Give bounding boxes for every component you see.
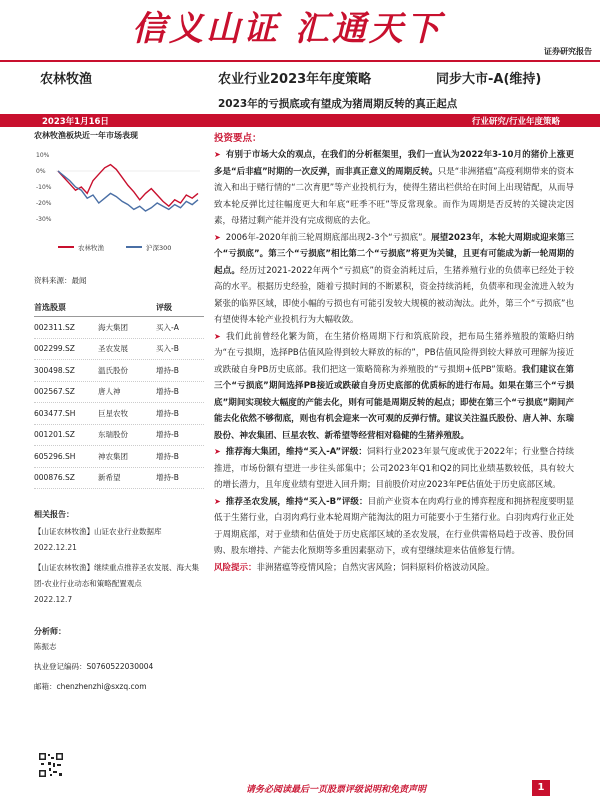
date-band [0, 114, 600, 127]
risk-warning [214, 560, 574, 577]
stock-rating: 增持-B [156, 408, 179, 418]
qr-code-icon [38, 752, 64, 778]
chart-source: 资料来源：最闻 [34, 276, 87, 285]
paragraph-text: 经历过2021-2022年两个“亏损底”的资金消耗过后，生猪养殖行业的负债率已经处于较高的水平。根据历史经验，随着亏损时间的不断累积，资金持续消耗，负债率和现金流进入较为紧张的临界区域，即使小幅的亏损也有可能引发较大规模的被动淘汰。此外，第三个“亏损底”也有望使得本轮产业投机行为大幅收敛。 [214, 265, 574, 325]
table-row [34, 446, 204, 468]
col-header [98, 302, 156, 313]
report-subtitle: 2023年的亏损底或有望成为猪周期反转的真正起点 [218, 98, 458, 110]
stock-rating: 增持-B [156, 430, 179, 440]
stock-name: 东瑞股份 [98, 430, 128, 440]
bullet-arrow-icon: ➤ [214, 447, 221, 456]
analyst-name: 陈振志 [34, 642, 57, 651]
stock-name: 新希望 [98, 473, 121, 483]
table-row [34, 360, 204, 382]
y-tick: 10% [36, 152, 50, 159]
sector-name: 农林牧渔 [40, 72, 93, 87]
analyst-title: 分析师： [34, 627, 66, 636]
paragraph-lead: 推荐海大集团，维持“买入-A”评级： [225, 447, 368, 457]
paragraph-text: 我们此前曾经化繁为简，在生猪价格周期下行和筑底阶段，把布局生猪养殖股的策略归纳为“在亏损期，选择PB估值风险得到较大释放的标的”，PB估值风险得到较大释放可理解为接近或跌破自身PB历史底部。我们把这一策略简称为养殖股的“亏损期+低PB”策略。 [214, 331, 574, 375]
disclaimer-text: 请务必阅读最后一页股票评级说明和免责声明 [246, 785, 427, 795]
table-row [34, 317, 204, 339]
stock-rating: 买入-A [156, 322, 179, 332]
stock-rating: 增持-B [156, 473, 179, 483]
paragraph-text: 2006年-2020年前三轮周期底部出现2-3个“亏损底”。 [225, 232, 432, 243]
stock-code: 300498.SZ [34, 365, 75, 375]
related-reports-title: 相关报告： [34, 510, 74, 519]
stock-code: 002311.SZ [34, 322, 75, 332]
table-row [34, 339, 204, 361]
page-number: 1 [532, 780, 550, 796]
paragraph-text: 饲料行业2023年景气度或优于2022年；行业整合持续推进，市场份额有望进一步往头部集中；公司2023年Q1和Q2的同比业绩基数较低，具有较大的增长潜力，且年度业绩有望进入回升期；目前股价对应2023年PE估值处于历史底部区域。 [214, 447, 574, 490]
stock-code: 002299.SZ [34, 344, 75, 354]
title-row [0, 66, 600, 88]
paragraph-lead: 有别于市场大众的观点，在我们的分析框架里，我们一直认为2022年3-10月的猪价上涨更多是“后非瘟”时期的一次反弹，而非真正意义的周期反转。 [214, 150, 574, 177]
bullet-arrow-icon: ➤ [214, 331, 221, 341]
paragraph-lead: 展望2023年，本轮大周期或迎来第三个“亏损底”。第三个“亏损底”相比第二个“亏损底”将更为关键，且更有可能成为新一轮周期的起点。 [214, 232, 574, 276]
col-header: 首选股票 [34, 303, 66, 312]
stock-name: 海大集团 [98, 322, 128, 332]
chart-title: 农林牧渔板块近一年市场表现 [34, 131, 138, 140]
stock-name: 巨星农牧 [98, 408, 128, 418]
y-tick: -20% [36, 200, 52, 207]
related-report-link[interactable]: 【山证农林牧渔】山证农业行业数据库 [34, 527, 162, 536]
stock-code: 605296.SH [34, 451, 76, 461]
paragraph-text: 目前产业资本在肉鸡行业的博弈程度和拥挤程度要明显低于生猪行业，白羽肉鸡行业本轮周期产能淘汰的阻力可能要小于生猪行业。白羽肉鸡行业正处于周期底部，对于业绩和估值处于历史底部区域的圣农发展，在行业供需格局趋于改善、股份回购、股东增持、产能去化预期等多重因素驱动下，或有望继续迎来估值修复行情。 [214, 496, 574, 556]
company-logo [132, 4, 502, 49]
stock-rating: 增持-B [156, 451, 179, 461]
main-content [214, 130, 574, 576]
bullet-arrow-icon: ➤ [214, 232, 221, 242]
index-line [58, 171, 198, 211]
table-row [34, 468, 204, 490]
paragraph-lead: 我们建议在第三个“亏损底”期间选择PB接近或跌破自身历史底部的优质标的进行布局。如果在第三个“亏损底”期间实现较大幅度的产能去化，则有可能是周期反转的起点；即使在第三个“亏损底”期间产能去化依然不够彻底，则也有机会迎来一次可观的反弹行情。建议关注温氏股份、唐人神、东瑞股份、神农集团、巨星农牧、新希望等经营相对稳健的生猪养殖股。 [214, 364, 574, 441]
report-type: 证券研究报告 [544, 47, 592, 56]
stock-rating: 买入-B [156, 344, 179, 354]
stock-name: 神农集团 [98, 451, 128, 461]
logo-text: 信义山证 汇通天下 [132, 8, 443, 49]
table-row [34, 403, 204, 425]
stock-code: 603477.SH [34, 408, 76, 418]
related-report-link[interactable]: 【山证农林牧渔】继续重点推荐圣农发展、海大集团-农业行业动态和策略配置观点 [34, 563, 199, 588]
analyst-email[interactable]: 邮箱：chenzhenzhi@sxzq.com [34, 682, 147, 691]
stock-name: 圣农发展 [98, 344, 128, 354]
performance-chart [34, 143, 202, 255]
stock-code: 001201.SZ [34, 430, 75, 440]
paragraph-lead: 推荐圣农发展，维持“买入-B”评级： [225, 496, 368, 507]
stock-name: 唐人神 [98, 387, 121, 397]
legend-label-index: 沪深300 [146, 244, 172, 252]
section-heading: 投资要点： [214, 133, 262, 144]
legend-label-sector: 农林牧渔 [78, 244, 104, 252]
related-report-date: 2022.12.7 [34, 595, 73, 604]
stock-code: 000876.SZ [34, 473, 75, 483]
stock-table-header [34, 302, 204, 317]
paragraph [214, 329, 574, 445]
stock-rating: 增持-B [156, 365, 179, 375]
col-header: 评级 [156, 303, 172, 312]
report-date: 2023年1月16日 [42, 117, 109, 127]
table-row [34, 425, 204, 447]
header-rule [0, 60, 600, 62]
stock-rating: 增持-B [156, 387, 179, 397]
related-report-date: 2022.12.21 [34, 543, 77, 552]
report-category: 行业研究/行业年度策略 [471, 117, 560, 127]
footer [0, 778, 600, 800]
paragraph [214, 230, 574, 329]
table-row [34, 382, 204, 404]
paragraph [214, 147, 574, 230]
y-tick: -10% [36, 184, 52, 191]
y-tick: 0% [36, 168, 46, 175]
sector-rating: 同步大市-A(维持) [436, 72, 542, 87]
y-tick: -30% [36, 216, 52, 223]
paragraph-text: 只是“非洲猪瘟”高疫利期带来的资本流入和出于赌行情的“二次育肥”等产业投机行为，使得生猪出栏供给在时间上出现错配，从而导致本轮反弹比过往幅度更大和年底“旺季不旺”等反常现象。而作为周期是否反转的关键决定因素，母猪过剩产能并没有完成彻底的去化。 [214, 166, 574, 226]
left-sidebar [34, 130, 204, 697]
stock-name: 温氏股份 [98, 365, 128, 375]
paragraph [214, 494, 574, 560]
risk-text: 非洲猪瘟等疫情风险；自然灾害风险；饲料原料价格波动风险。 [256, 562, 495, 573]
analyst-cert: 执业登记编码：S0760522030004 [34, 662, 154, 671]
risk-label: 风险提示： [214, 562, 257, 573]
paragraph [214, 444, 574, 494]
stock-code: 002567.SZ [34, 387, 75, 397]
report-title: 农业行业2023年年度策略 [218, 72, 372, 87]
bullet-arrow-icon: ➤ [214, 150, 221, 159]
bullet-arrow-icon: ➤ [214, 496, 221, 506]
